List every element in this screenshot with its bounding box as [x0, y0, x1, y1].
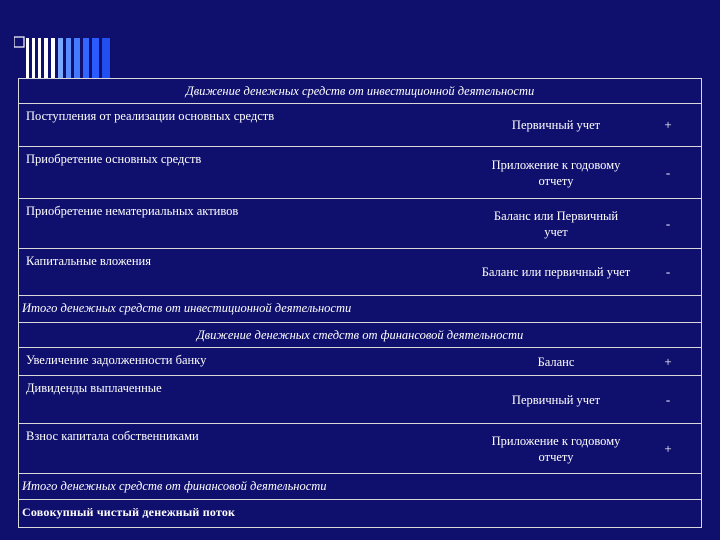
- cash-flow-table: [18, 78, 702, 528]
- table-row: [19, 104, 701, 147]
- row-sign: -: [665, 215, 671, 231]
- investing-total: Итого денежных средств от инвестиционной деятельности: [22, 301, 352, 315]
- row-source: Баланс или Первичный учет: [493, 208, 619, 239]
- grand-total: Совокупный чистый денежный поток: [22, 505, 236, 519]
- grand-total-row: [19, 500, 701, 529]
- row-item: Приобретение основных средств: [26, 152, 202, 166]
- row-sign: -: [665, 164, 671, 180]
- table-row: [19, 249, 701, 296]
- decorative-bars: [14, 0, 124, 78]
- row-item: Дивиденды выплаченные: [26, 381, 162, 395]
- row-item: Взнос капитала собственниками: [26, 429, 199, 443]
- table-row: [19, 424, 701, 474]
- row-item: Капитальные вложения: [26, 254, 151, 268]
- row-source: Баланс: [537, 354, 575, 369]
- row-sign: -: [665, 264, 671, 279]
- row-sign: +: [664, 117, 672, 132]
- investing-header-row: [19, 79, 701, 104]
- row-item: Приобретение нематериальных активов: [26, 204, 239, 218]
- row-source: Первичный учет: [511, 392, 601, 407]
- financing-total: Итого денежных средств от финансовой деятельности: [22, 479, 327, 493]
- row-sign: +: [664, 440, 672, 456]
- financing-total-row: [19, 474, 701, 500]
- row-source: Баланс или первичный учет: [481, 265, 631, 279]
- table-row: [19, 199, 701, 249]
- financing-title: Движение денежных стедств от финансовой деятельности: [196, 328, 524, 342]
- row-source: Первичный учет: [511, 118, 601, 132]
- table-row: [19, 376, 701, 424]
- investing-title: Движение денежных средств от инвестиционной деятельности: [185, 84, 535, 98]
- table-row: [19, 348, 701, 376]
- row-item: Поступления от реализации основных средств: [26, 109, 275, 123]
- row-sign: -: [665, 391, 671, 407]
- row-sign: +: [664, 353, 672, 369]
- table-row: [19, 147, 701, 199]
- row-source: Приложение к годовому отчету: [491, 157, 621, 188]
- row-item: Увеличение задолженности банку: [26, 353, 207, 367]
- financing-header-row: [19, 323, 701, 348]
- row-source: Приложение к годовому отчету: [491, 433, 621, 464]
- investing-total-row: [19, 296, 701, 323]
